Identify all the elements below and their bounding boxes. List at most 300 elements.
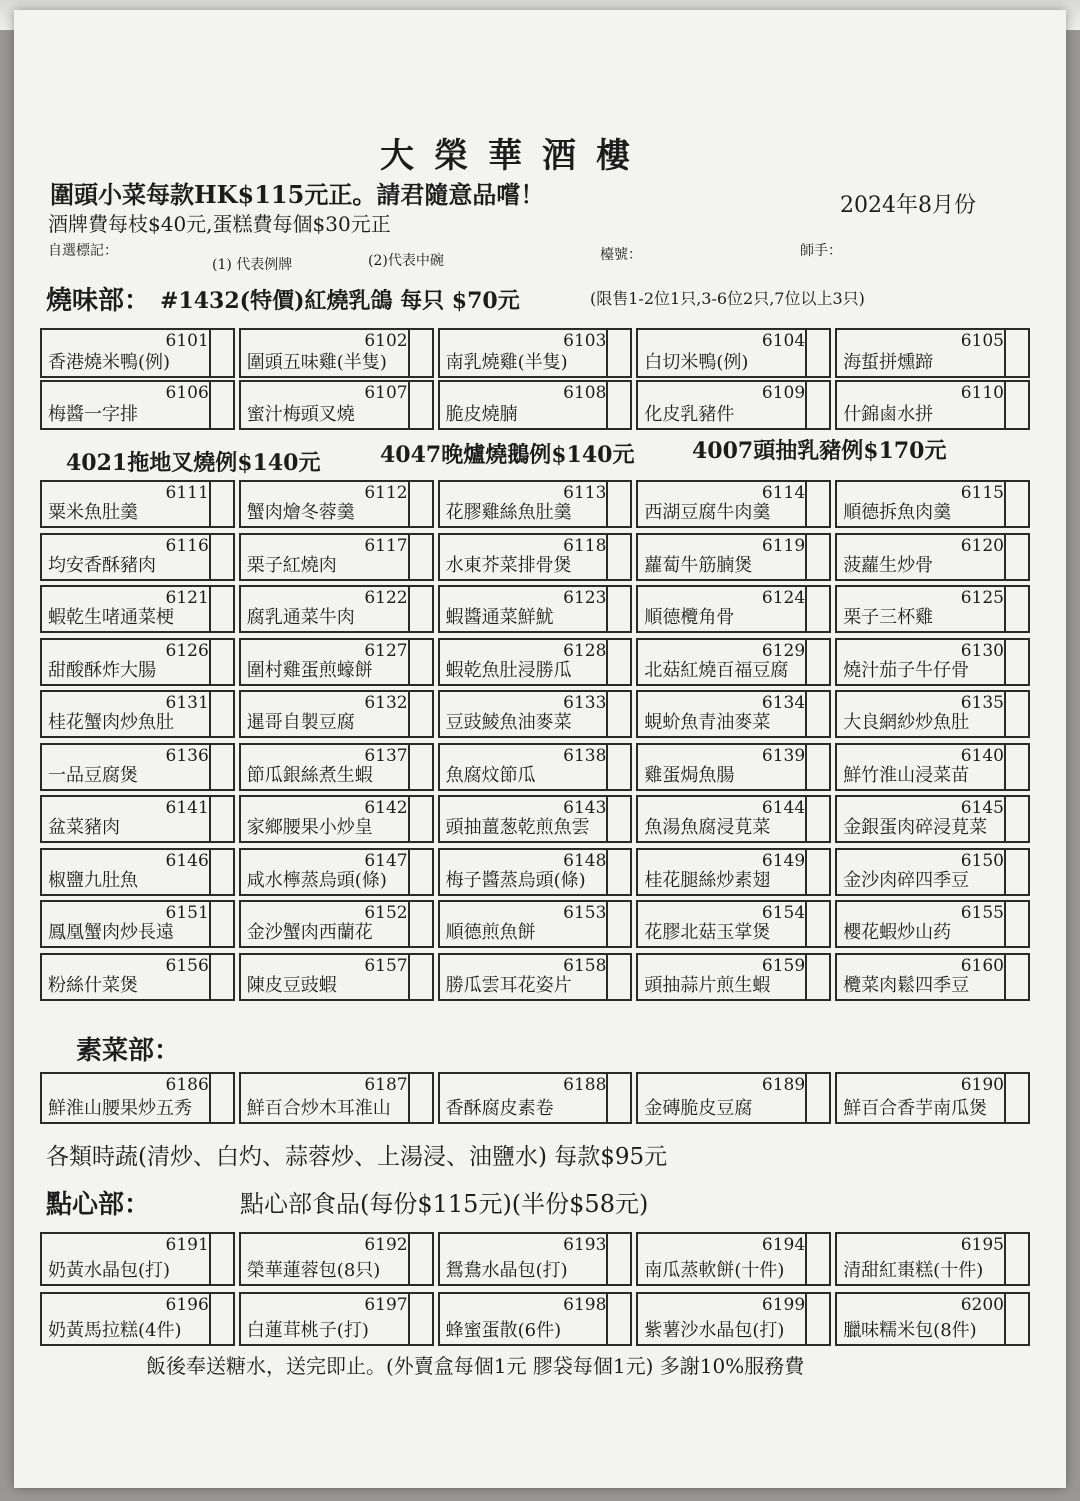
menu-item-cell[interactable] [835,690,1030,738]
item-code: 6120 [960,535,1004,556]
menu-item-cell[interactable] [835,480,1030,528]
dimsum-row [40,1292,1030,1346]
menu-item-cell[interactable] [40,953,235,1001]
menu-item-cell[interactable] [40,585,235,633]
menu-item-cell[interactable] [438,328,633,378]
item-code: 6126 [165,640,209,661]
order-checkbox[interactable] [1004,640,1028,684]
item-code: 6108 [563,383,607,403]
order-checkbox[interactable] [606,1294,630,1344]
item-code: 6142 [364,798,408,818]
item-name: 栗子三杯雞 [843,607,934,628]
menu-item-cell[interactable] [835,743,1030,791]
item-code: 6114 [761,483,806,503]
order-checkbox[interactable] [1004,482,1028,526]
menu-item-cell[interactable] [636,1292,831,1346]
menu-item-cell[interactable] [239,533,434,581]
item-name: 勝瓜雲耳花姿片 [445,974,572,996]
menu-item-cell[interactable] [636,743,831,791]
item-name: 椒鹽九肚魚 [48,869,138,891]
item-name: 咸水檸蒸烏頭(條) [246,869,387,891]
order-checkbox[interactable] [209,850,233,894]
item-name: 雞蛋焗魚腸 [644,764,735,786]
header-mark-1: (1) 代表例牌 [212,257,293,273]
order-checkbox[interactable] [209,692,233,736]
item-code: 6188 [563,1075,607,1095]
seasonal-veg-line: 各類時蔬(清炒、白灼、蒜蓉炒、上湯浸、油鹽水) 每款$95元 [46,1144,668,1170]
item-name: 清甜紅棗糕(十件) [843,1260,984,1281]
menu-item-cell[interactable] [438,585,633,633]
item-name: 鮮竹淮山浸菜苗 [843,764,970,786]
item-code: 6197 [364,1295,408,1315]
item-code: 6124 [761,588,806,608]
item-name: 蝦醬通菜鮮魷 [445,607,554,628]
item-code: 6151 [165,903,209,923]
item-name: 粉絲什菜煲 [48,974,138,996]
item-code: 6141 [165,798,209,818]
order-checkbox[interactable] [408,745,432,789]
item-name: 香港燒米鴨(例) [48,352,171,373]
item-code: 6147 [364,850,408,871]
order-checkbox[interactable] [606,1234,630,1284]
order-checkbox[interactable] [209,330,233,376]
order-checkbox[interactable] [1004,1234,1028,1284]
item-name: 魚湯魚腐浸莧菜 [644,817,771,838]
item-name: 西湖豆腐牛肉羹 [644,502,771,523]
menu-item-cell[interactable] [239,953,434,1001]
item-code: 6135 [960,693,1004,713]
main-row [40,480,1030,528]
item-name: 栗子紅燒肉 [246,554,337,576]
item-code: 6138 [563,745,607,766]
order-checkbox[interactable] [1004,1074,1028,1122]
order-checkbox[interactable] [805,745,829,789]
menu-item-cell[interactable] [835,848,1030,896]
item-name: 家鄉腰果小炒皇 [246,817,373,838]
item-code: 6195 [960,1235,1004,1255]
menu-item-cell[interactable] [636,848,831,896]
menu-item-cell[interactable] [438,1072,633,1124]
veg-section-title: 素菜部： [76,1036,181,1066]
item-code: 6105 [960,331,1004,351]
item-name: 金沙肉碎四季豆 [843,869,970,891]
item-name: 金磚脆皮豆腐 [644,1098,753,1119]
menu-item-cell[interactable] [835,953,1030,1001]
order-checkbox[interactable] [606,482,630,526]
order-checkbox[interactable] [408,640,432,684]
item-name: 魚腐炆節瓜 [445,764,536,786]
item-name: 圍頭五味雞(半隻) [246,352,387,373]
item-name: 鮮百合香芋南瓜煲 [843,1098,988,1119]
restaurant-title: 大榮華酒樓 [380,136,650,176]
item-code: 6156 [165,955,209,976]
item-code: 6191 [165,1235,209,1255]
menu-item-cell[interactable] [438,743,633,791]
item-name: 頭抽蒜片煎生蝦 [644,974,771,996]
item-code: 6158 [563,955,607,976]
item-name: 北菇紅燒百福豆腐 [644,659,789,681]
order-checkbox[interactable] [209,1294,233,1344]
item-name: 南乳燒雞(半隻) [445,352,568,373]
item-name: 圍村雞蛋煎蠔餅 [246,659,373,681]
order-checkbox[interactable] [805,902,829,946]
order-checkbox[interactable] [408,1294,432,1344]
item-code: 6189 [761,1075,806,1095]
order-checkbox[interactable] [408,692,432,736]
item-name: 花膠北菇玉掌煲 [644,922,771,943]
item-code: 6125 [960,588,1004,608]
header-line2: 酒牌費每枝$40元,蛋糕費每個$30元正 [48,212,391,236]
order-checkbox[interactable] [408,955,432,999]
item-code: 6144 [761,798,806,818]
menu-item-cell[interactable] [239,1292,434,1346]
menu-item-cell[interactable] [239,1072,434,1124]
menu-item-cell[interactable] [438,848,633,896]
menu-item-cell[interactable] [636,328,831,378]
menu-item-cell[interactable] [438,380,633,430]
menu-item-cell[interactable] [438,533,633,581]
roast-section-title: 燒味部： [46,286,151,316]
order-checkbox[interactable] [805,955,829,999]
roast-special: #1432(特價)紅燒乳鴿 每只 $70元 [160,288,520,314]
order-checkbox[interactable] [1004,692,1028,736]
menu-item-cell[interactable] [835,795,1030,843]
item-code: 6196 [165,1295,209,1315]
menu-item-cell[interactable] [40,638,235,686]
item-name: 脆皮燒腩 [445,404,518,425]
menu-item-cell[interactable] [40,900,235,948]
order-checkbox[interactable] [209,1074,233,1122]
menu-item-cell[interactable] [40,328,235,378]
item-code: 6190 [960,1075,1004,1095]
header-mark-2: (2)代表中碗 [368,253,444,269]
month-label: 2024年8月份 [840,193,976,218]
order-checkbox[interactable] [209,640,233,684]
item-code: 6115 [960,483,1004,503]
item-name: 蜆蚧魚青油麥菜 [644,712,771,733]
menu-item-cell[interactable] [239,848,434,896]
order-checkbox[interactable] [1004,1294,1028,1344]
item-code: 6140 [960,745,1004,766]
menu-item-cell[interactable] [239,585,434,633]
menu-item-cell[interactable] [438,690,633,738]
order-checkbox[interactable] [1004,850,1028,894]
order-checkbox[interactable] [209,902,233,946]
item-name: 鮮百合炒木耳淮山 [246,1098,391,1119]
roast-row [40,380,1030,430]
item-name: 節瓜銀絲煮生蝦 [246,764,373,786]
order-checkbox[interactable] [1004,382,1028,428]
menu-item-cell[interactable] [636,900,831,948]
item-code: 6160 [960,955,1004,976]
roast-row [40,328,1030,378]
item-name: 燒汁茄子牛仔骨 [843,659,970,681]
order-checkbox[interactable] [606,797,630,841]
item-code: 6122 [364,588,408,608]
main-row [40,953,1030,1001]
menu-item-cell[interactable] [40,795,235,843]
item-name: 梅醬一字排 [48,404,138,425]
main-row [40,743,1030,791]
item-name: 櫻花蝦炒山药 [843,922,952,943]
menu-item-cell[interactable] [835,638,1030,686]
roast-special-1: 4021拖地叉燒例$140元 [66,450,321,476]
item-name: 南瓜蒸軟餅(十件) [644,1260,785,1281]
menu-item-cell[interactable] [835,328,1030,378]
item-code: 6143 [563,798,607,818]
item-name: 海蜇拼燻蹄 [843,352,934,373]
item-code: 6118 [563,535,607,556]
item-code: 6199 [761,1295,806,1315]
item-name: 蝦乾生啫通菜梗 [48,607,174,628]
item-name: 鮮淮山腰果炒五秀 [48,1098,192,1119]
menu-item-cell[interactable] [40,380,235,430]
order-checkbox[interactable] [606,535,630,579]
menu-item-cell[interactable] [40,848,235,896]
item-name: 蜂蜜蛋散(6件) [445,1320,562,1341]
order-checkbox[interactable] [606,587,630,631]
menu-item-cell[interactable] [239,638,434,686]
menu-item-cell[interactable] [835,380,1030,430]
order-checkbox[interactable] [209,745,233,789]
order-checkbox[interactable] [209,955,233,999]
item-code: 6153 [563,903,607,923]
menu-item-cell[interactable] [40,480,235,528]
order-checkbox[interactable] [1004,797,1028,841]
order-checkbox[interactable] [209,535,233,579]
menu-item-cell[interactable] [438,480,633,528]
item-code: 6102 [364,331,408,351]
item-code: 6192 [364,1235,408,1255]
item-name: 鴛鴦水晶包(打) [445,1260,568,1281]
menu-item-cell[interactable] [636,380,831,430]
order-checkbox[interactable] [805,640,829,684]
item-code: 6131 [165,693,209,713]
menu-item-cell[interactable] [40,743,235,791]
item-code: 6148 [563,850,607,871]
veg-row [40,1072,1030,1124]
menu-item-cell[interactable] [636,1232,831,1286]
item-code: 6157 [364,955,408,976]
order-checkbox[interactable] [805,587,829,631]
item-code: 6154 [761,903,806,923]
order-checkbox[interactable] [408,382,432,428]
order-checkbox[interactable] [805,330,829,376]
order-checkbox[interactable] [805,797,829,841]
menu-item-cell[interactable] [636,480,831,528]
menu-item-cell[interactable] [835,1072,1030,1124]
item-name: 榮華蓮蓉包(8只) [246,1260,381,1281]
order-checkbox[interactable] [209,482,233,526]
order-checkbox[interactable] [606,902,630,946]
item-code: 6155 [960,903,1004,923]
order-checkbox[interactable] [805,482,829,526]
menu-item-cell[interactable] [636,690,831,738]
order-checkbox[interactable] [606,1074,630,1122]
menu-item-cell[interactable] [636,638,831,686]
order-checkbox[interactable] [606,850,630,894]
item-code: 6194 [761,1235,806,1255]
header-mark-label: 自選標記： [48,243,118,259]
item-name: 紫薯沙水晶包(打) [644,1320,785,1341]
item-code: 6121 [165,588,209,608]
item-name: 桂花蟹肉炒魚肚 [48,712,174,733]
order-checkbox[interactable] [1004,535,1028,579]
menu-item-cell[interactable] [438,795,633,843]
item-name: 金沙蟹肉西蘭花 [246,922,373,943]
order-checkbox[interactable] [408,902,432,946]
item-name: 頭抽薑葱乾煎魚雲 [445,817,590,838]
menu-item-cell[interactable] [239,480,434,528]
item-name: 什錦鹵水拼 [843,404,934,425]
menu-item-cell[interactable] [835,900,1030,948]
order-checkbox[interactable] [805,850,829,894]
order-checkbox[interactable] [1004,955,1028,999]
header-line1: 圍頭小菜每款HK$115元正。請君隨意品嚐！ [50,180,545,209]
menu-item-cell[interactable] [239,690,434,738]
item-name: 粟米魚肚羹 [48,502,138,523]
order-checkbox[interactable] [606,692,630,736]
menu-item-cell[interactable] [239,1232,434,1286]
item-code: 6193 [563,1235,607,1255]
item-code: 6187 [364,1075,408,1095]
item-code: 6132 [364,693,408,713]
order-checkbox[interactable] [805,382,829,428]
footer-note: 飯後奉送糖水，送完即止。(外賣盒每個1元 膠袋每個1元) 多謝10%服務費 [146,1354,805,1378]
order-checkbox[interactable] [408,330,432,376]
menu-item-cell[interactable] [636,953,831,1001]
menu-item-cell[interactable] [438,1232,633,1286]
menu-item-cell[interactable] [835,1232,1030,1286]
item-code: 6107 [364,383,408,403]
order-checkbox[interactable] [408,535,432,579]
order-checkbox[interactable] [805,692,829,736]
order-checkbox[interactable] [606,382,630,428]
dimsum-row [40,1232,1030,1286]
item-code: 6139 [761,745,806,766]
menu-item-cell[interactable] [40,1292,235,1346]
order-checkbox[interactable] [805,1234,829,1284]
chef-label: 師手： [800,243,842,259]
menu-item-cell[interactable] [239,795,434,843]
menu-item-cell[interactable] [239,743,434,791]
menu-item-cell[interactable] [636,1072,831,1124]
order-checkbox[interactable] [209,1234,233,1284]
item-name: 陳皮豆豉蝦 [246,974,337,996]
item-name: 臘味糯米包(8件) [843,1320,977,1341]
item-code: 6101 [165,331,209,351]
item-name: 香酥腐皮素卷 [445,1098,554,1119]
order-checkbox[interactable] [606,330,630,376]
order-checkbox[interactable] [805,1294,829,1344]
item-name: 鳳凰蟹肉炒長遠 [48,922,174,943]
item-code: 6103 [563,331,607,351]
item-name: 梅子醬蒸烏頭(條) [445,869,586,891]
item-name: 順德欖角骨 [644,607,735,628]
menu-item-cell[interactable] [835,533,1030,581]
order-checkbox[interactable] [1004,587,1028,631]
item-code: 6109 [761,383,806,403]
menu-item-cell[interactable] [438,900,633,948]
menu-item-cell[interactable] [438,953,633,1001]
item-name: 花膠雞絲魚肚羹 [445,502,572,523]
order-checkbox[interactable] [209,797,233,841]
item-name: 蜜汁梅頭叉燒 [246,404,355,425]
item-name: 暹哥自製豆腐 [246,712,355,733]
item-code: 6119 [761,535,806,556]
menu-item-cell[interactable] [438,1292,633,1346]
item-name: 一品豆腐煲 [48,764,138,786]
order-checkbox[interactable] [408,1234,432,1284]
menu-item-cell[interactable] [40,533,235,581]
menu-item-cell[interactable] [636,533,831,581]
order-checkbox[interactable] [1004,330,1028,376]
menu-item-cell[interactable] [636,795,831,843]
item-code: 6110 [960,383,1004,403]
menu-item-cell[interactable] [438,638,633,686]
item-code: 6186 [165,1075,209,1095]
item-code: 6129 [761,640,806,661]
order-checkbox[interactable] [1004,745,1028,789]
order-checkbox[interactable] [805,535,829,579]
item-name: 均安香酥豬肉 [48,554,156,576]
menu-item-cell[interactable] [835,1292,1030,1346]
menu-item-cell[interactable] [239,328,434,378]
item-code: 6116 [165,535,209,556]
main-row [40,795,1030,843]
order-checkbox[interactable] [209,587,233,631]
order-checkbox[interactable] [408,850,432,894]
item-code: 6130 [960,640,1004,661]
order-checkbox[interactable] [606,955,630,999]
order-checkbox[interactable] [408,797,432,841]
order-checkbox[interactable] [606,640,630,684]
item-code: 6112 [364,483,408,503]
dimsum-price: 點心部食品(每份$115元)(半份$58元) [240,1190,649,1218]
item-name: 奶黃馬拉糕(4件) [48,1320,182,1341]
item-name: 菠蘿生炒骨 [843,554,934,576]
item-code: 6200 [960,1295,1004,1315]
menu-item-cell[interactable] [239,380,434,430]
table-number-label: 檯號： [600,247,642,263]
order-checkbox[interactable] [209,382,233,428]
main-row [40,848,1030,896]
menu-item-cell[interactable] [636,585,831,633]
order-checkbox[interactable] [408,482,432,526]
item-name: 水東芥菜排骨煲 [445,554,572,576]
item-name: 欖菜肉鬆四季豆 [843,974,970,996]
order-checkbox[interactable] [805,1074,829,1122]
item-name: 蟹肉燴冬蓉羹 [246,502,355,523]
item-code: 6159 [761,955,806,976]
menu-item-cell[interactable] [40,1232,235,1286]
item-code: 6123 [563,588,607,608]
order-checkbox[interactable] [606,745,630,789]
order-checkbox[interactable] [1004,902,1028,946]
dimsum-section-title: 點心部： [46,1190,151,1220]
item-code: 6134 [761,693,806,713]
main-row [40,533,1030,581]
item-name: 金銀蛋肉碎浸莧菜 [843,817,988,838]
order-checkbox[interactable] [408,1074,432,1122]
item-code: 6146 [165,850,209,871]
order-checkbox[interactable] [408,587,432,631]
menu-item-cell[interactable] [239,900,434,948]
item-name: 盆菜豬肉 [48,817,120,838]
menu-item-cell[interactable] [835,585,1030,633]
menu-item-cell[interactable] [40,690,235,738]
menu-item-cell[interactable] [40,1072,235,1124]
